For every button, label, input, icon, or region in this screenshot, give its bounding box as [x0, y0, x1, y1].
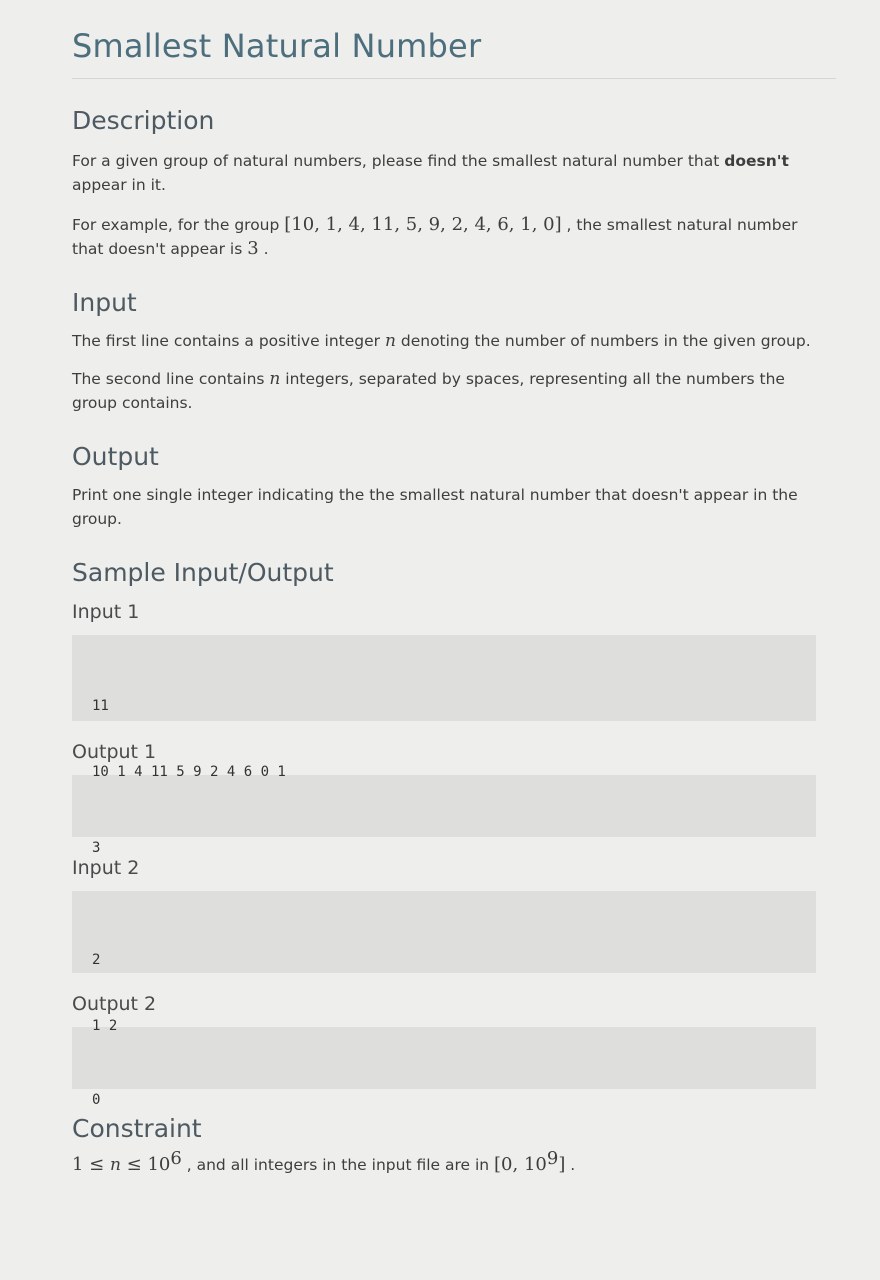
constraint-range-close: ] — [558, 1154, 566, 1175]
constraint-math-var: n — [109, 1155, 121, 1175]
input-p2-var: n — [269, 369, 281, 389]
description-p2-suffix: . — [258, 240, 269, 258]
description-p1-prefix: For a given group of natural numbers, please find the smallest natural number that — [72, 152, 725, 170]
sample-output-1-box[interactable] — [72, 775, 816, 856]
page-title: Smallest Natural Number — [72, 27, 482, 65]
constraint-heading: Constraint — [72, 1114, 202, 1143]
output-section — [72, 441, 816, 531]
output-heading: Output — [72, 442, 159, 471]
sample-input-2-label: Input 2 — [72, 857, 140, 879]
sample-output-2-box[interactable] — [72, 1027, 816, 1108]
input-section — [72, 287, 816, 415]
sample-input-2-line-1: 2 — [92, 952, 101, 968]
description-p2-prefix: For example, for the group — [72, 216, 285, 234]
sample-input-1-label: Input 1 — [72, 601, 140, 623]
sample-input-2-line-2: 1 2 — [92, 1018, 118, 1034]
constraint-text-end: . — [565, 1156, 576, 1174]
samples-heading: Sample Input/Output — [72, 558, 334, 587]
constraint-section — [72, 1113, 816, 1177]
sample-input-1-line-2: 10 1 4 11 5 9 2 4 6 0 1 — [92, 764, 286, 780]
description-p1-suffix: appear in it. — [72, 176, 166, 194]
constraint-range-open: [0, 10 — [494, 1154, 547, 1175]
constraint-math-exp: 6 — [170, 1147, 182, 1169]
input-paragraph-2 — [72, 367, 816, 415]
input-p2-prefix: The second line contains — [72, 370, 270, 388]
output-paragraph: Print one single integer indicating the the smallest natural number that doesn't appear in the group. — [72, 486, 798, 528]
constraint-math-mid: ≤ 10 — [120, 1154, 171, 1175]
input-p1-prefix: The first line contains a positive integer — [72, 332, 385, 350]
description-p1-bold: doesn't — [724, 152, 789, 170]
sample-output-1-line-1: 3 — [92, 840, 101, 856]
sample-output-2-label: Output 2 — [72, 993, 157, 1015]
constraint-paragraph — [72, 1147, 816, 1177]
description-paragraph-2 — [72, 213, 816, 261]
sample-output-1-label: Output 1 — [72, 741, 157, 763]
sample-output-2-line-1: 0 — [92, 1092, 101, 1108]
description-paragraph-1 — [72, 149, 816, 197]
input-heading: Input — [72, 288, 137, 317]
constraint-range-exp: 9 — [546, 1147, 559, 1169]
input-p1-var: n — [384, 331, 396, 351]
input-p2-suffix: integers, separated by spaces, representing all the numbers the group contains. — [72, 370, 785, 412]
example-group-math: [10, 1, 4, 11, 5, 9, 2, 4, 6, 1, 0] — [284, 214, 562, 235]
title-divider — [72, 78, 836, 79]
samples-section — [72, 557, 816, 1108]
example-answer-math: 3 — [247, 238, 259, 259]
description-heading: Description — [72, 106, 215, 135]
description-p2-middle: , the smallest natural number that doesn't appear is — [72, 216, 798, 258]
constraint-text-mid: , and all integers in the input file are in — [181, 1156, 495, 1174]
constraint-math-prefix: 1 ≤ — [72, 1154, 110, 1175]
sample-input-1-line-1: 11 — [92, 698, 109, 714]
input-p1-suffix: denoting the number of numbers in the given group. — [395, 332, 811, 350]
input-paragraph-1 — [72, 329, 816, 353]
description-section — [72, 105, 816, 261]
